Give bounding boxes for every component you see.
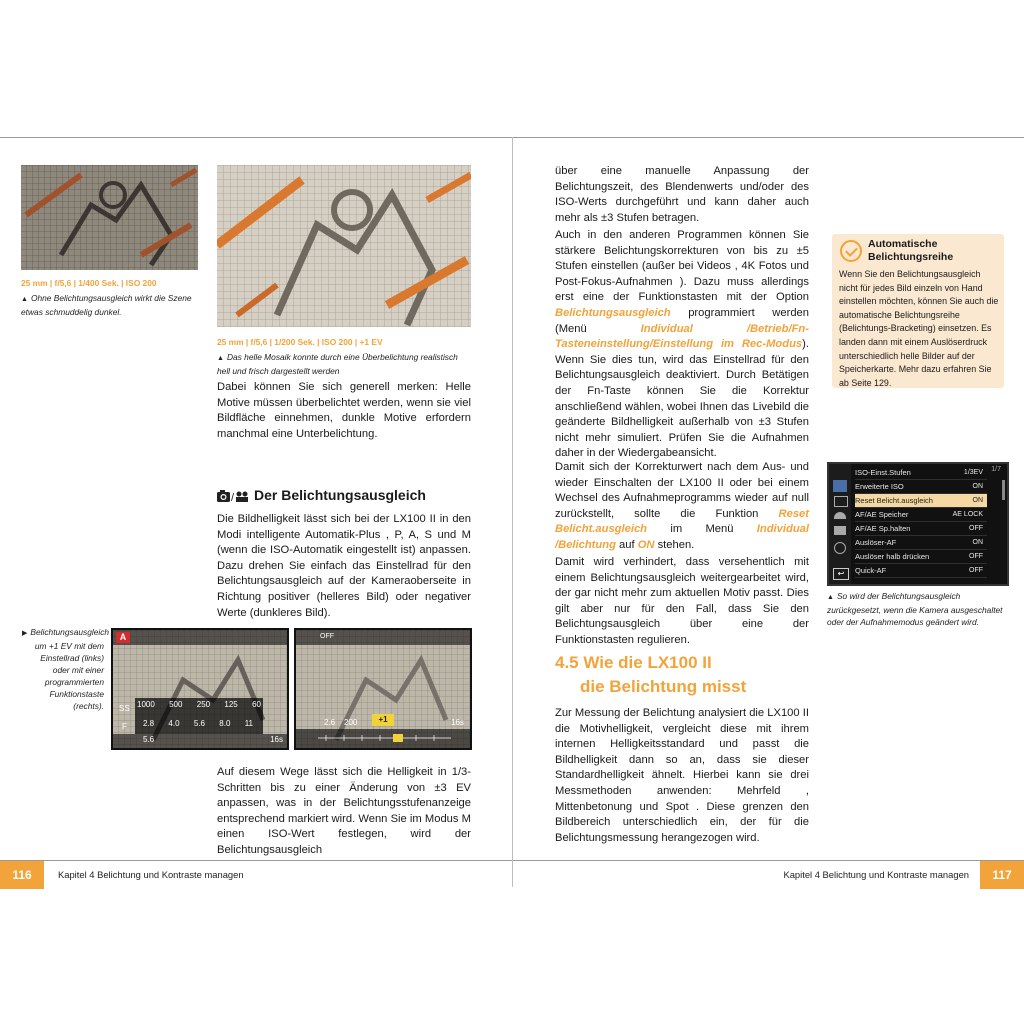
ev-badge: +1: [372, 714, 394, 726]
menu-tab-lens-icon: [834, 526, 846, 535]
ev-off-label: OFF: [320, 633, 334, 640]
fn-bottom-value: 2.6: [324, 718, 336, 727]
menu-tab-af-icon: [834, 496, 848, 507]
p3-text-a: Damit sich der Korrekturwert nach dem Aus- und wieder Einschalten der LX100 II oder bei einem Wechsel des Aufnahmeprogramms wieder auf null zurückstellt, sollte die Funktion: [555, 461, 809, 520]
triangle-icon: ▶: [22, 630, 28, 637]
screen-fn-background: [296, 630, 470, 748]
tip-box: [832, 234, 1004, 388]
bottom-aperture: 5.6: [143, 735, 155, 744]
menu-ref-fn-tasten: Individual /Betrieb/Fn-Tasteneinstellung/Einstellung im Rec-Modus: [555, 322, 809, 351]
shutter-value: 1000: [137, 700, 155, 709]
menu-row-label: AF/AE Speicher: [855, 510, 909, 519]
p3-text-d: stehen.: [654, 538, 695, 551]
photo2-meta: 25 mm | f/5,6 | 1/200 Sek. | ISO 200 | +1 EV: [217, 337, 383, 347]
fn-bottom-iso: 200: [344, 718, 358, 727]
menu-caption: [827, 590, 1012, 628]
aperture-value: 4.0: [168, 719, 180, 728]
fn-bottom-remaining: 16s: [451, 718, 464, 727]
menu-row-label: Reset Belicht.ausgleich: [855, 496, 933, 505]
right-paragraph-1: über eine manuelle Anpassung der Belichtungszeit, des Blendenwerts und/oder des ISO-Werts durchgeführt und kann daher auch mehr als ±3 Stufen betragen.: [555, 165, 809, 224]
aperture-scale: [143, 719, 253, 728]
menu-caption-text: So wird der Belichtungsausgleich zurückgesetzt, wenn die Kamera ausgeschaltet oder der Aufnahmemodus geändert wird.: [827, 591, 1003, 627]
menu-row: [855, 508, 987, 522]
menu-row-value: ON: [972, 539, 983, 546]
screen-dial-background: [113, 630, 287, 748]
triangle-icon: ▲: [217, 355, 224, 362]
right-page: [513, 137, 1024, 888]
menu-tab-exposure-icon: [833, 480, 847, 492]
aperture-label: F: [122, 722, 127, 731]
menu-tab-other-icon: [834, 542, 846, 554]
camera-menu-screenshot: [827, 462, 1009, 586]
menu-ref-belichtungsausgleich: Belichtungsausgleich: [555, 306, 671, 319]
menu-row-label: Erweiterte ISO: [855, 482, 904, 491]
check-circle-icon: [840, 240, 862, 262]
aperture-value: 11: [244, 719, 253, 728]
menu-ref-individual-belichtung: Individual /Belichtung: [555, 523, 809, 551]
shutter-value: 125: [224, 700, 238, 709]
aperture-value: 2.8: [143, 719, 155, 728]
menu-page-indicator: 1/7: [991, 466, 1001, 473]
tip-body: Wenn Sie den Belichtungsausgleich nicht für jedes Bild einzeln von Hand einstellen möchten, können Sie auch die automatische Belichtungsreihe (Belichtungs-Bracketing) einsetzen. Es landen dann mit einem Auslöserdruck unterschiedlich helle Bilder auf der Speicherkarte. Mehr dazu erfahren Sie ab Seite 129.: [839, 269, 999, 388]
camera-screen-fn: [294, 628, 472, 750]
shutter-value: 250: [196, 700, 211, 709]
triangle-icon: ▲: [827, 594, 834, 601]
menu-row-value: 1/3EV: [963, 469, 983, 476]
book-spread: [0, 137, 1024, 887]
bottom-remaining: 16s: [270, 735, 283, 744]
p2-text-a: Auch in den anderen Programmen können Sie stärkere Belichtungskorrekturen von bis zu ±5 Stufen einstellen (außer bei Videos , 4K Fotos und Post-Fokus-Aufnahmen ). Dazu muss allerdings erst eine der Funktionstasten mit der Option: [555, 229, 809, 304]
right-page-number: 117: [980, 861, 1024, 889]
left-footer: [0, 860, 512, 889]
screens-caption-text: Belichtungsausgleich um +1 EV mit dem Einstellrad (links) oder mit einer programmierten Funktionstaste (rechts).: [30, 627, 110, 711]
menu-row-value: AE LOCK: [952, 511, 983, 518]
right-footer-text: Kapitel 4 Belichtung und Kontraste managen: [783, 869, 969, 880]
photo2-caption: [217, 351, 473, 377]
menu-scrollbar: [1002, 480, 1005, 500]
shutter-value: 60: [252, 700, 261, 709]
menu-row-label: Auslöser-AF: [855, 538, 897, 547]
p3-text-b: im Menü: [647, 523, 757, 536]
menu-row-value: OFF: [969, 553, 983, 560]
section-title: Der Belichtungsausgleich: [254, 487, 426, 503]
p2-text-b: programmiert werden (Menü: [555, 306, 809, 335]
mosaic-photo-dark-graphic: [21, 165, 198, 270]
menu-tab-display-icon: [834, 512, 846, 519]
chapter-number: 4.5: [555, 653, 579, 672]
p3-text-c: auf: [615, 538, 638, 551]
menu-row-label: ISO-Einst.Stufen: [855, 468, 911, 477]
right-paragraph-3: [555, 460, 809, 554]
shutter-scale: [137, 700, 261, 709]
menu-ref-reset: Reset Belicht.ausgleich: [555, 507, 809, 536]
chapter-heading-line1: [555, 651, 809, 675]
left-page: [0, 137, 512, 888]
photo1-caption: [21, 292, 201, 318]
right-paragraph-5: Zur Messung der Belichtung analysiert die LX100 II die Motivhelligkeit, vergleicht diese mit ihrem internen Helligkeitsstandard und passt die Bildhelligkeit dann so an, dass sie dieser Standardhelligkeit ähnelt. Hierbei kann sie drei Messmethoden anwenden: Mehrfeld , Mittenbetonung und Spot . Diese grenzen den Bildbereich unterschiedlich ein, der für die Belichtungsmessung herangezogen wird.: [555, 707, 809, 844]
menu-row: [855, 522, 987, 536]
menu-row-value: ON: [972, 497, 983, 504]
menu-row: [855, 480, 987, 494]
mosaic-photo-bright-graphic: [217, 165, 471, 327]
screens-caption: [22, 626, 110, 712]
camera-video-icon: [217, 489, 251, 503]
tip-title: Automatische Belichtungsreihe: [868, 238, 954, 263]
menu-row-label: AF/AE Sp.halten: [855, 524, 911, 533]
camera-screen-dial: [111, 628, 289, 750]
chapter-title-part1: Wie die LX100 II: [583, 653, 712, 672]
closing-paragraph: Auf diesem Wege lässt sich die Helligkeit in 1/3-Schritten bis zu einer Änderung von ±3 EV anpassen, was in der Belichtungsstufenanzeige entsprechend markiert wird. Wenn Sie im Modus M einen ISO-Wert festlegen, wird der Belichtungsausgleich: [217, 766, 471, 856]
left-footer-text: Kapitel 4 Belichtung und Kontraste managen: [58, 869, 244, 880]
aperture-value: 5.6: [193, 719, 205, 728]
menu-row: [855, 550, 987, 564]
shutter-value: 500: [169, 700, 183, 709]
mosaic-photo-bright: [217, 165, 471, 327]
photo2-caption-text: Das helle Mosaik konnte durch eine Überbelichtung realistisch hell und frisch dargestellt werden: [217, 352, 458, 376]
menu-row: [855, 466, 987, 480]
right-footer: [513, 860, 1024, 889]
intro-paragraph: Dabei können Sie sich generell merken: Helle Motive müssen überbelichtet werden, wenn sie viel Bildfläche einnehmen, dunkle Motive erfordern manchmal eine Unterbelichtung.: [217, 381, 471, 440]
p2-text-c: ). Wenn Sie dies tun, wird das Einstellrad für den Belichtungsausgleich deaktiviert. Durch Betätigen der Fn-Taste können Sie die Korrektur anschließend wählen, wobei Ihnen das Livebild die geänderte Bildhelligkeit außerhalb von ±3 Stufen nicht mehr simuliert. Prüfen Sie die Aufnahmen daher in der Wiedergabeansicht.: [555, 338, 809, 460]
photo1-caption-text: Ohne Belichtungsausgleich wirkt die Szene etwas schmuddelig dunkel.: [21, 293, 192, 317]
shutter-label: SS: [119, 704, 130, 713]
photo1-meta: 25 mm | f/5,6 | 1/400 Sek. | ISO 200: [21, 278, 157, 288]
left-page-number: 116: [0, 861, 44, 889]
right-paragraph-4: Damit wird verhindert, dass versehentlich mit einem Belichtungsausgleich weitergearbeitet wird, der gar nicht mehr zum aktuellen Motiv passt. Dies gilt aber nur für den Fall, dass Sie den Belichtungsausgleich über eine der Funktionstasten regulieren.: [555, 556, 809, 646]
mode-badge: A: [116, 632, 130, 643]
menu-back-icon: ↩: [833, 568, 849, 580]
menu-row-label: Auslöser halb drücken: [855, 552, 930, 561]
menu-row-value: OFF: [969, 525, 983, 532]
right-paragraph-2: [555, 228, 809, 462]
svg-text:/: /: [231, 492, 235, 503]
aperture-value: 8.0: [219, 719, 231, 728]
menu-row-label: Quick-AF: [855, 566, 887, 575]
section-heading: [217, 487, 471, 505]
chapter-title-part2: die Belichtung misst: [580, 677, 747, 696]
triangle-icon: ▲: [21, 296, 28, 303]
menu-row-selected: [855, 494, 987, 508]
mosaic-photo-dark: [21, 165, 198, 270]
menu-ref-on: ON: [637, 538, 655, 551]
menu-row: [855, 536, 987, 550]
chapter-heading: [555, 651, 809, 699]
menu-sidebar: [829, 464, 851, 584]
menu-row-value: OFF: [969, 567, 983, 574]
section-paragraph: Die Bildhelligkeit lässt sich bei der LX100 II in den Modi intelligente Automatik-Plus , P, A, S und M (wenn die ISO-Automatik eingestellt ist) anpassen. Dazu drehen Sie einfach das Einstellrad für den Belichtungsausgleich auf der Kameraoberseite in Richtung positiver (helleres Bild) oder negativer Werte (dunkleres Bild).: [217, 513, 471, 619]
menu-row-value: ON: [972, 483, 983, 490]
menu-row: [855, 564, 987, 578]
